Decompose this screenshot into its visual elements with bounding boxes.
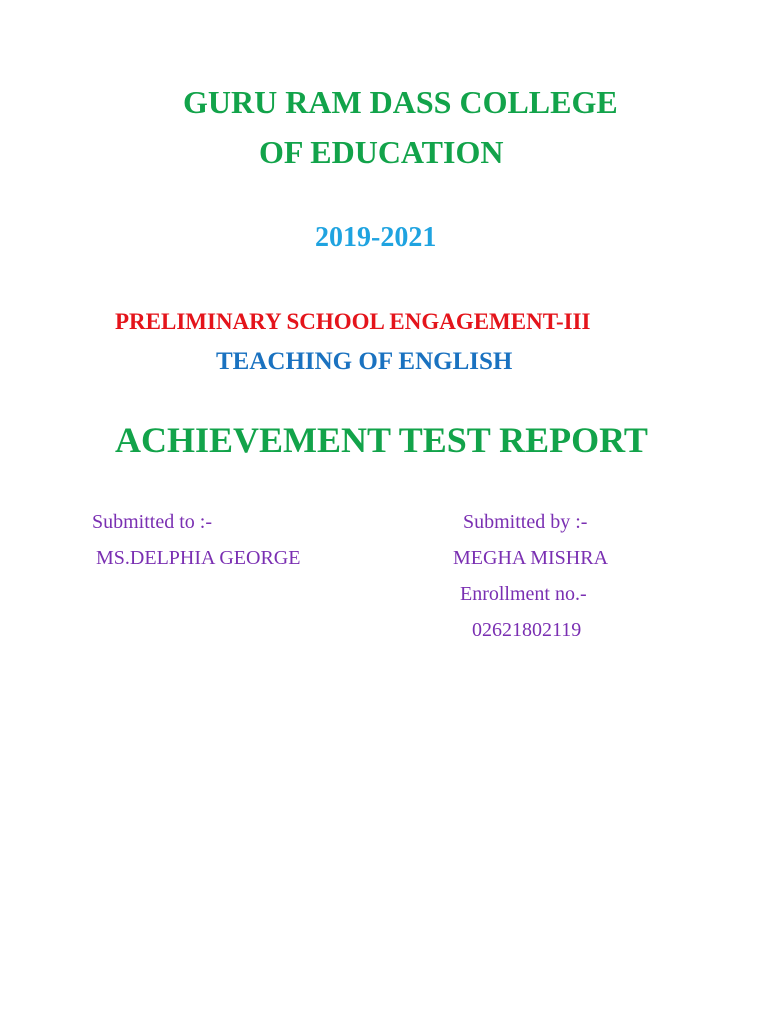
college-name-line-2: OF EDUCATION xyxy=(259,134,504,170)
subject-title: TEACHING OF ENGLISH xyxy=(216,348,513,375)
submitted-by-label: Submitted by :- xyxy=(463,511,588,533)
enrollment-label: Enrollment no.- xyxy=(460,583,587,605)
report-title: ACHIEVEMENT TEST REPORT xyxy=(115,420,648,460)
submitted-to-label: Submitted to :- xyxy=(92,511,212,533)
session-years: 2019-2021 xyxy=(315,222,437,253)
submitted-to-name: MS.DELPHIA GEORGE xyxy=(96,547,301,569)
engagement-title: PRELIMINARY SCHOOL ENGAGEMENT-III xyxy=(115,309,591,334)
enrollment-number: 02621802119 xyxy=(472,619,582,641)
college-name-line-1: GURU RAM DASS COLLEGE xyxy=(183,84,618,120)
submitted-by-name: MEGHA MISHRA xyxy=(453,547,609,569)
